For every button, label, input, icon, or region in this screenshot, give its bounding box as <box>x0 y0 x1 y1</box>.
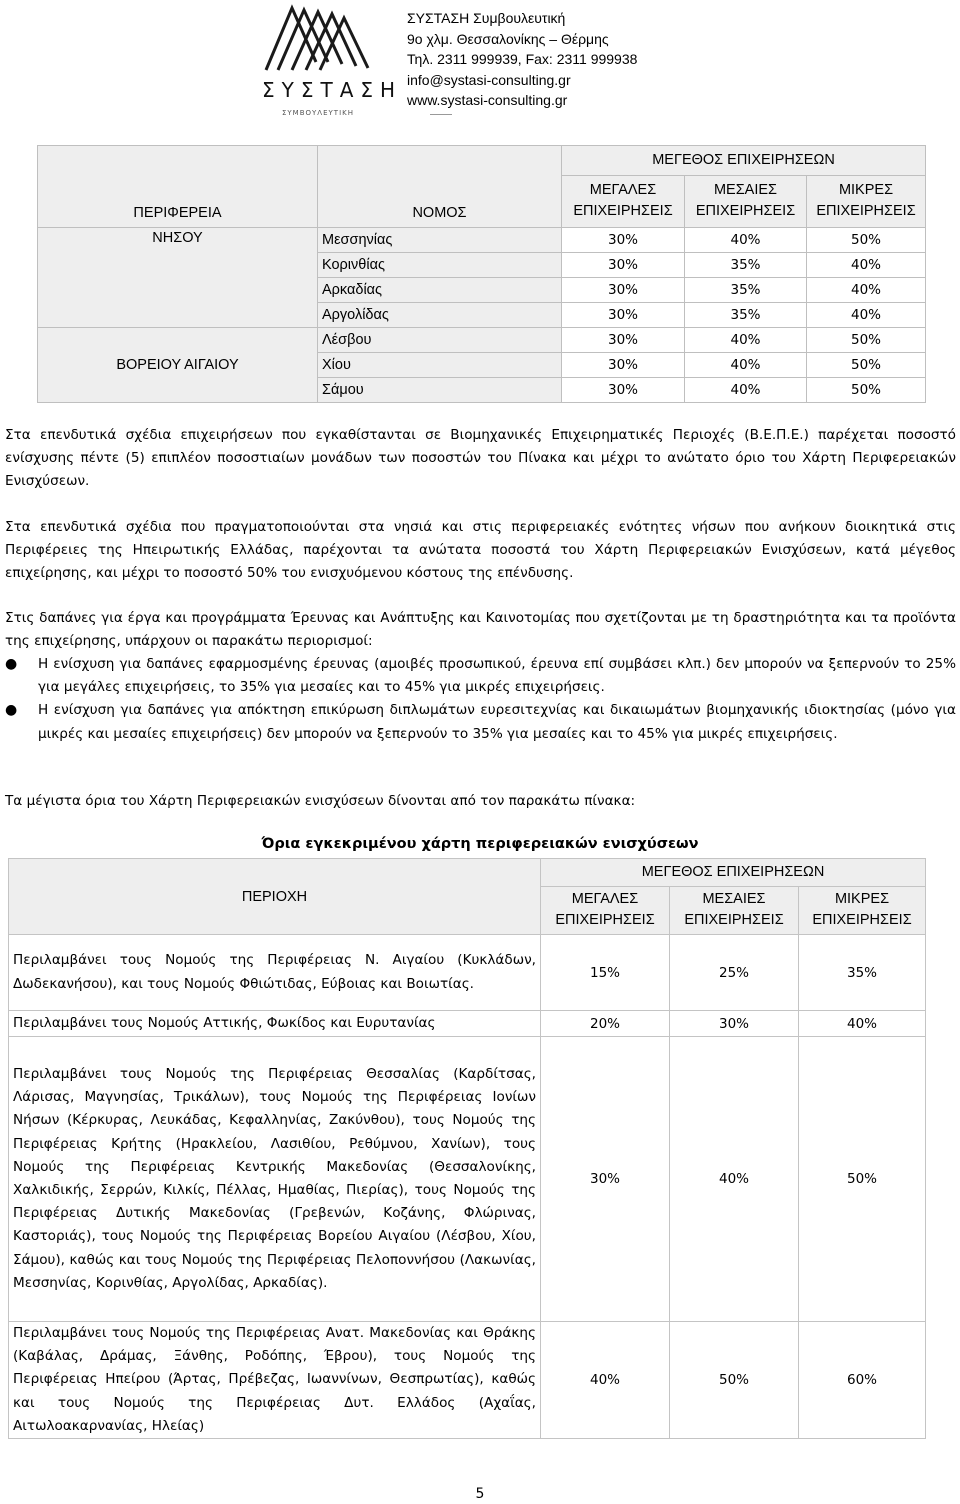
value-cell: 60% <box>799 1322 926 1439</box>
header-medium: ΜΕΣΑΙΕΣ ΕΠΙΧΕΙΡΗΣΕΙΣ <box>670 886 799 934</box>
company-website: www.systasi-consulting.gr <box>407 92 568 108</box>
value-cell: 50% <box>670 1322 799 1439</box>
table-caption: Όρια εγκεκριμένου χάρτη περιφερειακών ενισχύσεων <box>261 836 699 852</box>
header-large: ΜΕΓΑΛΕΣ ΕΠΙΧΕΙΡΗΣΕΙΣ <box>562 175 685 227</box>
value-cell: 40% <box>799 1011 926 1037</box>
value-cell: 30% <box>562 228 685 253</box>
value-cell: 40% <box>685 328 807 353</box>
value-cell: 40% <box>685 353 807 378</box>
prefecture-cell: Κορινθίας <box>318 253 562 278</box>
value-cell: 30% <box>562 353 685 378</box>
prefecture-cell: Σάμου <box>318 378 562 403</box>
list-item-text: Η ενίσχυση για δαπάνες εφαρμοσμένης έρευνας (αμοιβές προσωπικού, έρευνα επί συμβάσει κλπ.) δεν μπορούν να ξεπερνούν το 25% για μεγάλες επιχειρήσεις, το 35% για μεσαίες και το 45% για μικρές επιχειρήσεις. <box>38 656 956 696</box>
table-row <box>38 328 926 353</box>
table-row <box>9 1011 926 1037</box>
restrictions-list <box>5 653 956 746</box>
header-area: ΠΕΡΙΟΧΗ <box>9 859 541 935</box>
prefecture-cell: Χίου <box>318 353 562 378</box>
area-cell: Περιλαμβάνει τους Νομούς της Περιφέρειας Ν. Αιγαίου (Κυκλάδων, Δωδεκανήσου), και τους Νομούς Φθιώτιδας, Εύβοιας και Βοιωτίας. <box>9 935 541 1011</box>
value-cell: 30% <box>562 378 685 403</box>
area-cell: Περιλαμβάνει τους Νομούς της Περιφέρειας Θεσσαλίας (Καρδίτσας, Λάρισας, Μαγνησίας, Τρικάλων), τους Νομούς της Περιφέρειας Ιονίων Νήσων (Κέρκυρας, Λευκάδας, Κεφαλληνίας, Ζακύνθου), τους Νομούς της Περιφέρειας Κρήτης (Ηρακλείου, Λασιθίου, Ρεθύμνου, Χανίων), τους Νομούς της Περιφέρειας Κεντρικής Μακεδονίας (Θεσσαλονίκης, Χαλκιδικής, Σερρών, Κιλκίς, Πέλλας, Ημαθίας, Πιερίας), τους Νομούς της Περιφέρειας Δυτικής Μακεδονίας (Γρεβενών, Κοζάνης, Φλώρινας, Καστοριάς), τους Νομούς της Περιφέρειας Βορείου Αιγαίου (Λέσβου, Χίου, Σάμου), καθώς και τους Νομούς της Περιφέρειας Πελοποννήσου (Λακωνίας, Μεσσηνίας, Κορινθίας, Αργολίδας, Αρκαδίας). <box>9 1037 541 1322</box>
page-header <box>0 0 960 125</box>
prefecture-cell: Αργολίδας <box>318 303 562 328</box>
table-row <box>9 1037 926 1322</box>
value-cell: 35% <box>685 278 807 303</box>
header-medium: ΜΕΣΑΙΕΣ ΕΠΙΧΕΙΡΗΣΕΙΣ <box>685 175 807 227</box>
company-email: info@systasi-consulting.gr <box>407 71 571 88</box>
value-cell: 40% <box>685 378 807 403</box>
bullet-icon: ● <box>5 702 18 719</box>
header-large: ΜΕΓΑΛΕΣ ΕΠΙΧΕΙΡΗΣΕΙΣ <box>541 886 670 934</box>
value-cell: 35% <box>685 303 807 328</box>
value-cell: 40% <box>807 303 926 328</box>
prefecture-cell: Αρκαδίας <box>318 278 562 303</box>
list-item <box>5 653 956 699</box>
value-cell: 25% <box>670 935 799 1011</box>
value-cell: 15% <box>541 935 670 1011</box>
prefecture-cell: Λέσβου <box>318 328 562 353</box>
regional-aid-map-table <box>8 858 926 1439</box>
header-size: ΜΕΓΕΘΟΣ ΕΠΙΧΕΙΡΗΣΕΩΝ <box>541 859 926 887</box>
value-cell: 40% <box>670 1037 799 1322</box>
company-address: 9ο χλμ. Θεσσαλονίκης – Θέρμης <box>407 30 609 47</box>
logo-wordmark: ΣΥΣΤΑΣΗ <box>262 78 403 102</box>
value-cell: 35% <box>685 253 807 278</box>
value-cell: 30% <box>562 303 685 328</box>
area-cell: Περιλαμβάνει τους Νομούς της Περιφέρειας Ανατ. Μακεδονίας και Θράκης (Καβάλας, Δράμας, Ξάνθης, Ροδόπης, Έβρου), τους Νομούς της Περιφέρειας Ηπείρου (Άρτας, Πρέβεζας, Ιωαννίνων, Θεσπρωτίας), καθώς και τους Νομούς της Περιφέρειας Δυτ. Ελλάδος (Αχαΐας, Αιτωλοακαρνανίας, Ηλείας) <box>9 1322 541 1439</box>
value-cell: 40% <box>685 228 807 253</box>
value-cell: 50% <box>807 228 926 253</box>
header-size: ΜΕΓΕΘΟΣ ΕΠΙΧΕΙΡΗΣΕΩΝ <box>562 146 926 176</box>
value-cell: 40% <box>807 253 926 278</box>
logo-subtitle: ΣΥΜΒΟΥΛΕΥΤΙΚΗ <box>281 109 354 117</box>
header-prefecture: ΝΟΜΟΣ <box>318 146 562 228</box>
region-cell: ΝΗΣΟΥ <box>38 228 318 328</box>
paragraph-islands: Στα επενδυτικά σχέδια που πραγματοποιούνται στα νησιά και στις περιφερειακές ενότητες νήσων που ανήκουν διοικητικά στις Περιφέρειες της Ηπειρωτικής Ελλάδας, παρέχονται τα ανώτατα ποσοστά του Χάρτη Περιφερειακών Ενισχύσεων, κατά μέγεθος επιχείρησης, και μέχρι το ποσοστό 50% του ενισχυόμενου κόστους της επένδυσης. <box>5 519 956 582</box>
header-small: ΜΙΚΡΕΣ ΕΠΙΧΕΙΡΗΣΕΙΣ <box>799 886 926 934</box>
value-cell: 30% <box>562 278 685 303</box>
company-name: ΣΥΣΤΑΣΗ Συμβουλευτική <box>407 10 566 26</box>
value-cell: 35% <box>799 935 926 1011</box>
value-cell: 30% <box>562 253 685 278</box>
list-item-text: Η ενίσχυση για δαπάνες για απόκτηση επικύρωση διπλωμάτων ευρεσιτεχνίας και δικαιωμάτων βιομηχανικής ιδιοκτησίας (μόνο για μικρές και μεσαίες επιχειρήσεις) δεν μπορούν να ξεπερνούν το 35% για μεσαίες και το 45% για μικρές επιχειρήσεις. <box>38 702 956 742</box>
paragraph-research: Στις δαπάνες για έργα και προγράμματα Έρευνας και Ανάπτυξης και Καινοτομίας που σχετίζονται με τη δραστηριότητα και τα προϊόντα της επιχείρησης, υπάρχουν οι παρακάτω περιορισμοί: <box>5 610 956 650</box>
table-row <box>9 935 926 1011</box>
prefecture-aid-table <box>37 145 926 403</box>
list-item <box>5 699 956 745</box>
value-cell: 30% <box>670 1011 799 1037</box>
header-divider <box>430 114 452 115</box>
value-cell: 20% <box>541 1011 670 1037</box>
page-number: 5 <box>475 1486 485 1502</box>
area-cell: Περιλαμβάνει τους Νομούς Αττικής, Φωκίδος και Ευρυτανίας <box>9 1011 541 1037</box>
contact-block <box>407 8 637 111</box>
value-cell: 50% <box>807 353 926 378</box>
value-cell: 50% <box>799 1037 926 1322</box>
header-small: ΜΙΚΡΕΣ ΕΠΙΧΕΙΡΗΣΕΙΣ <box>807 175 926 227</box>
value-cell: 30% <box>562 328 685 353</box>
value-cell: 40% <box>541 1322 670 1439</box>
paragraph-bepe: Στα επενδυτικά σχέδια επιχειρήσεων που εγκαθίστανται σε Βιομηχανικές Επιχειρηματικές Περιοχές (Β.Ε.Π.Ε.) παρέχεται ποσοστό ενίσχυσης πέντε (5) επιπλέον ποσοστιαίων μονάδων των ποσοστών του Πίνακα και μέχρι το ανώτατο όριο του Χάρτη Περιφερειακών Ενισχύσεων. <box>5 427 956 490</box>
bullet-icon: ● <box>5 656 18 672</box>
value-cell: 50% <box>807 378 926 403</box>
value-cell: 30% <box>541 1037 670 1322</box>
prefecture-cell: Μεσσηνίας <box>318 228 562 253</box>
paragraph-intro-table2: Τα μέγιστα όρια του Χάρτη Περιφερειακών ενισχύσεων δίνονται από τον παρακάτω πίνακα: <box>5 793 636 809</box>
table-row <box>38 228 926 253</box>
company-phone: Τηλ. 2311 999939, Fax: 2311 999938 <box>407 51 638 67</box>
value-cell: 40% <box>807 278 926 303</box>
header-region: ΠΕΡΙΦΕΡΕΙΑ <box>38 146 318 228</box>
region-cell: ΒΟΡΕΙΟΥ ΑΙΓΑΙΟΥ <box>38 328 318 403</box>
value-cell: 50% <box>807 328 926 353</box>
table-row <box>9 1322 926 1439</box>
